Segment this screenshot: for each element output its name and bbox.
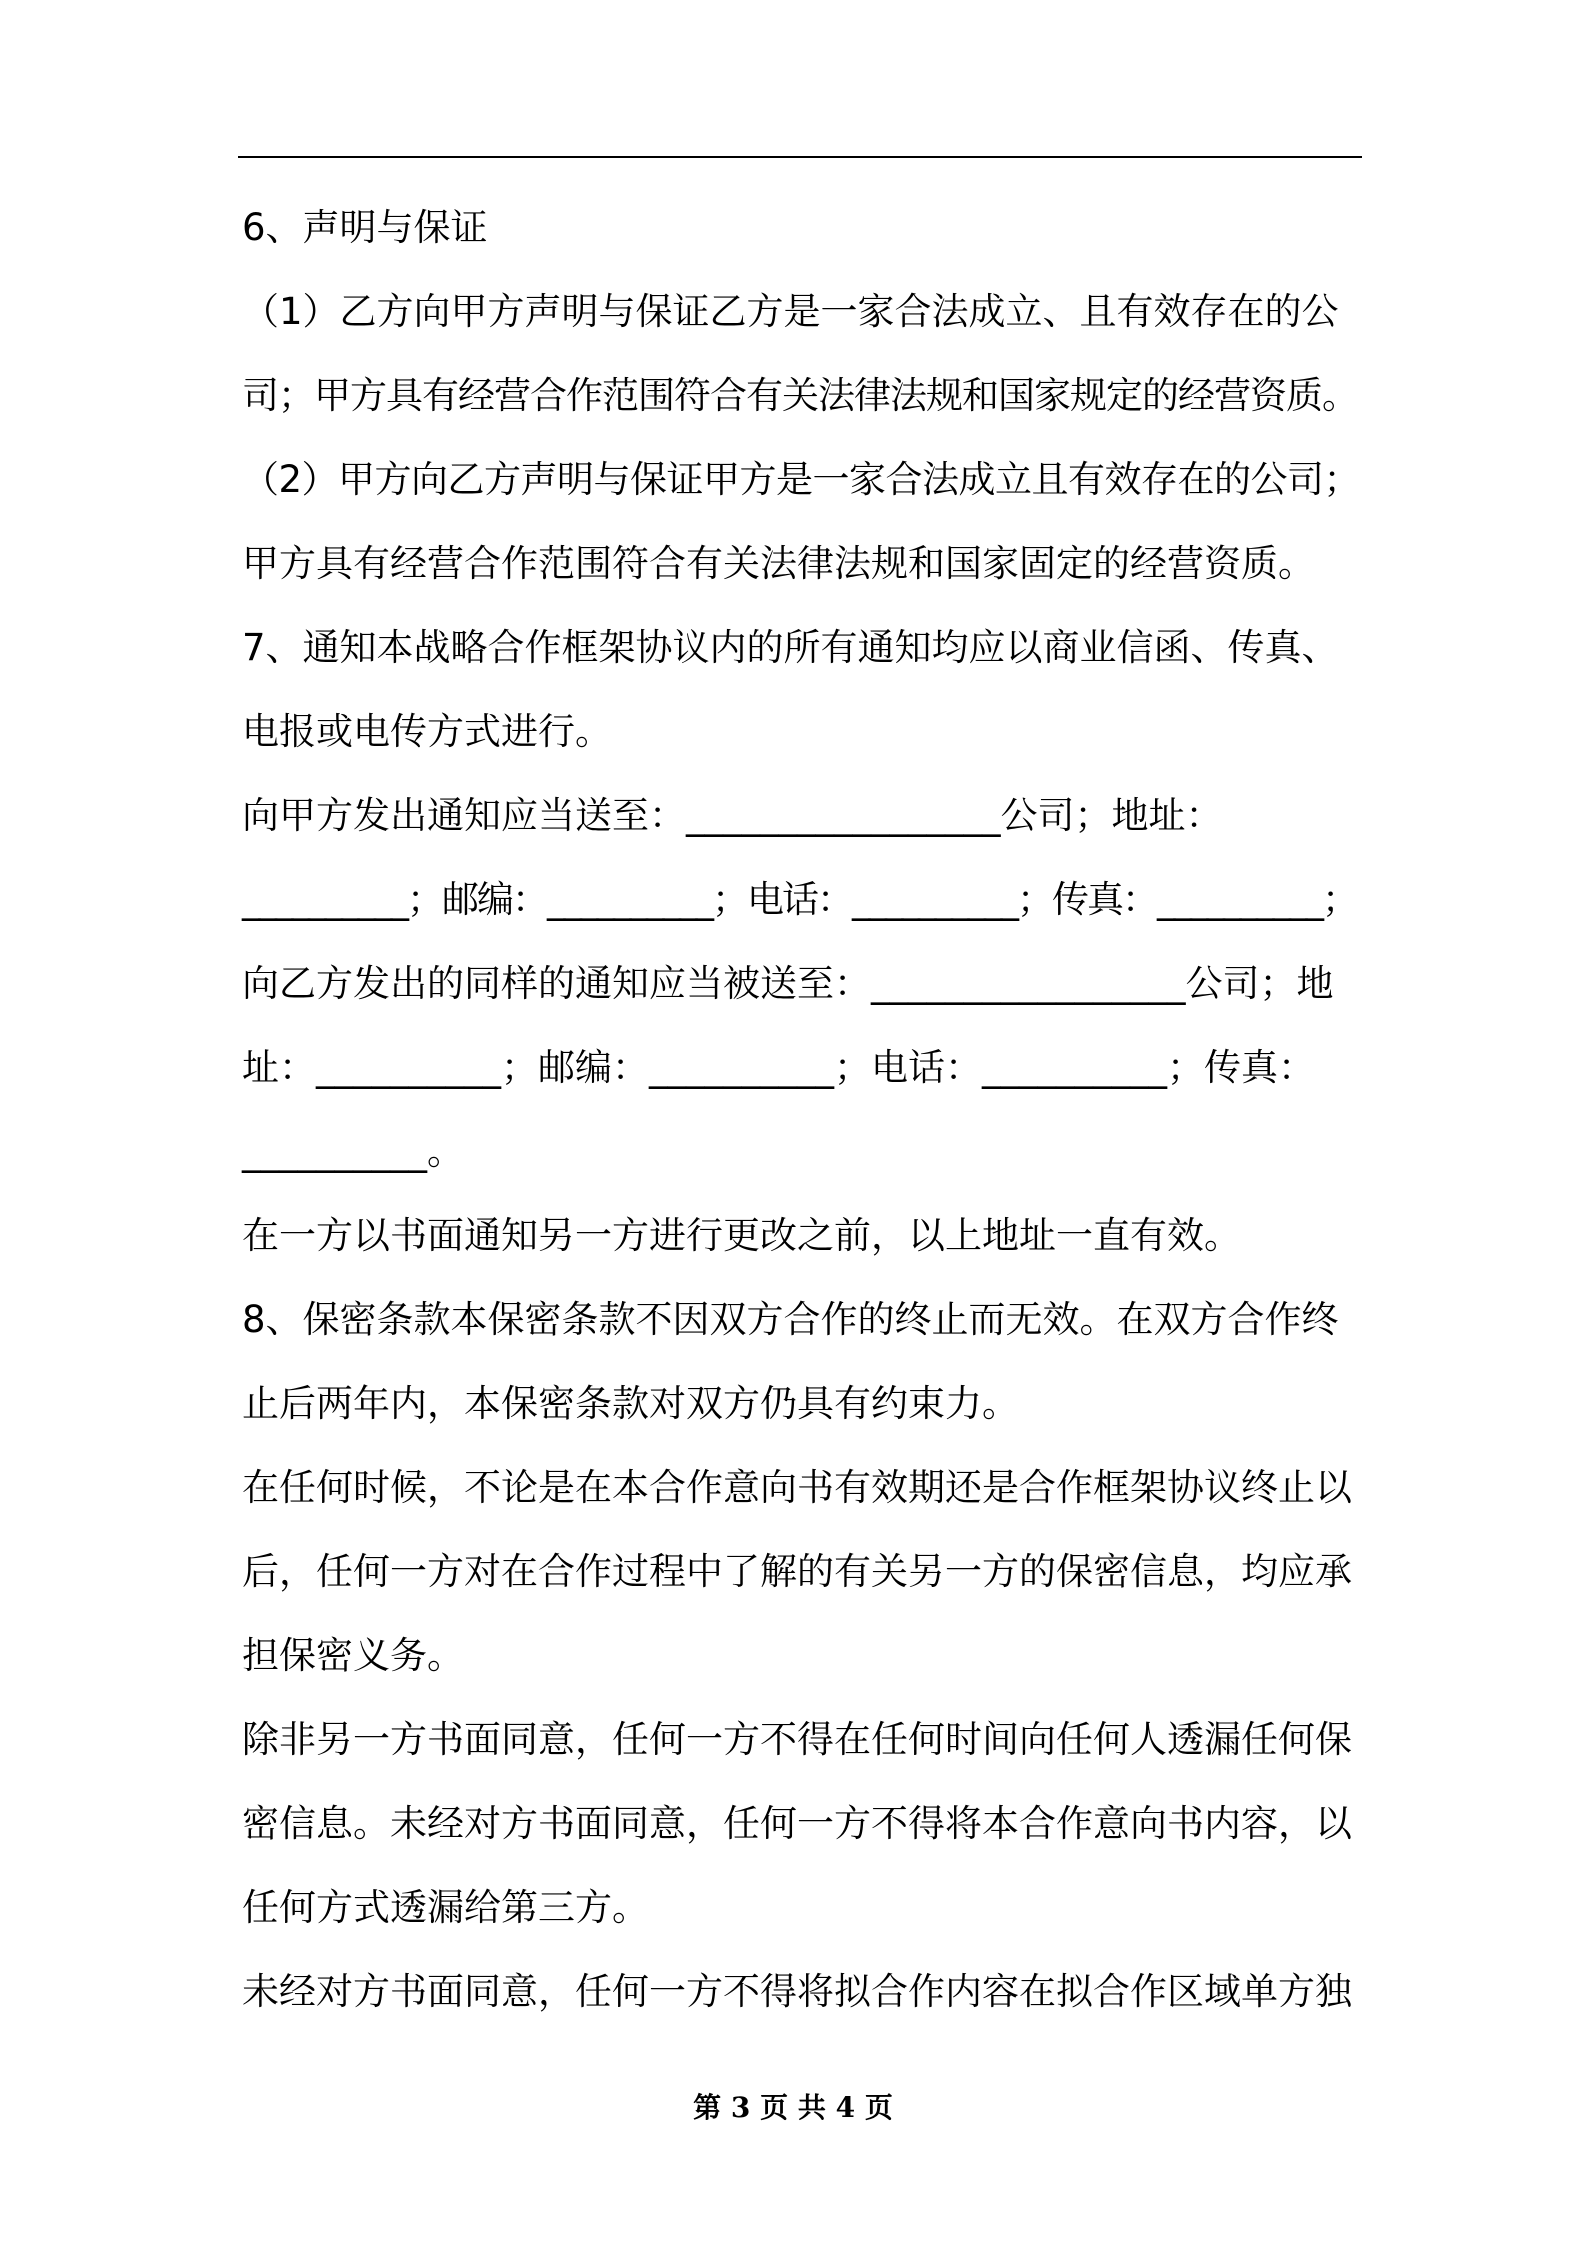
paragraph-line: 址：__________；邮编：__________；电话：__________；传真：: [242, 1046, 1315, 1089]
section-heading: 7、通知本战略合作框架协议内的所有通知均应以商业信函、传真、: [242, 626, 1339, 669]
paragraph-line: 甲方具有经营合作范围符合有关法律法规和国家固定的经营资质。: [242, 542, 1315, 585]
paragraph-line: 止后两年内，本保密条款对双方仍具有约束力。: [242, 1382, 1019, 1425]
paragraph-line: （2）甲方向乙方声明与保证甲方是一家合法成立且有效存在的公司；: [242, 458, 1361, 501]
page-footer: 第 3 页 共 4 页: [693, 2091, 893, 2124]
paragraph-line: 向乙方发出的同样的通知应当被送至：_________________公司；地: [242, 962, 1334, 1005]
paragraph-line: 未经对方书面同意，任何一方不得将拟合作内容在拟合作区域单方独: [242, 1970, 1352, 2013]
paragraph-line: 在一方以书面通知另一方进行更改之前，以上地址一直有效。: [242, 1214, 1241, 1257]
paragraph-line: 密信息。未经对方书面同意，任何一方不得将本合作意向书内容，以: [242, 1802, 1352, 1845]
paragraph-line: 任何方式透漏给第三方。: [242, 1886, 649, 1929]
paragraph-line: 除非另一方书面同意，任何一方不得在任何时间向任何人透漏任何保: [242, 1718, 1352, 1761]
paragraph-line: 电报或电传方式进行。: [242, 710, 612, 753]
paragraph-line: （1）乙方向甲方声明与保证乙方是一家合法成立、且有效存在的公: [242, 290, 1339, 333]
paragraph-line: 司；甲方具有经营合作范围符合有关法律法规和国家规定的经营资质。: [242, 374, 1358, 417]
paragraph-line: __________。: [242, 1130, 464, 1173]
header-rule: [238, 156, 1362, 158]
paragraph-line: 后，任何一方对在合作过程中了解的有关另一方的保密信息，均应承: [242, 1550, 1352, 1593]
section-heading: 8、保密条款本保密条款不因双方合作的终止而无效。在双方合作终: [242, 1298, 1339, 1341]
paragraph-line: 在任何时候，不论是在本合作意向书有效期还是合作框架协议终止以: [242, 1466, 1352, 1509]
paragraph-line: 担保密义务。: [242, 1634, 464, 1677]
paragraph-line: __________；邮编：__________；电话：__________；传真：__________；: [242, 878, 1357, 921]
paragraph-line: 向甲方发出通知应当送至：_________________公司；地址：: [242, 794, 1223, 837]
section-heading: 6、声明与保证: [242, 206, 488, 249]
